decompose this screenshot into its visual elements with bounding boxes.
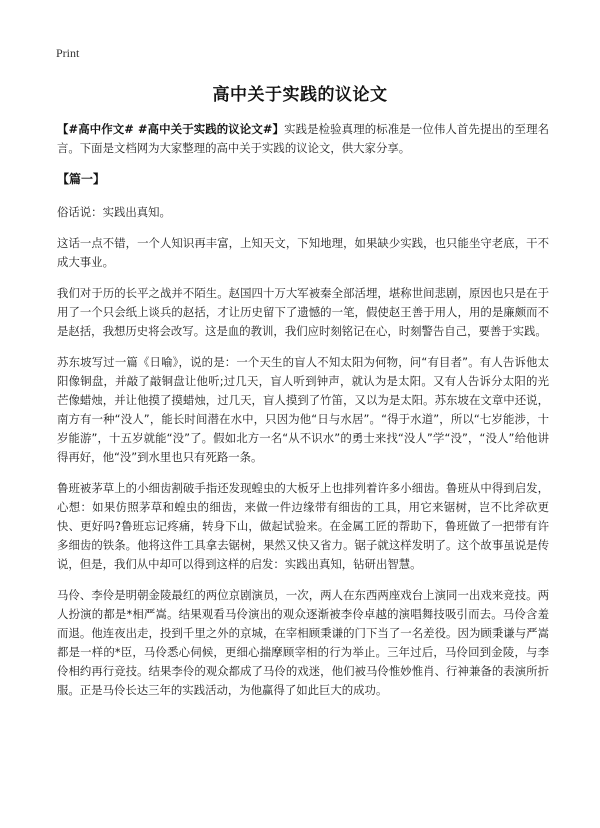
category-tags: 【#高中作文# #高中关于实践的议论文#】 xyxy=(57,122,285,136)
print-label[interactable]: Print xyxy=(56,46,80,60)
intro-text: 实践是检验真理的标准是一位伟人首先提出的至理名言。下面是文档网为大家整理的高中关于实践的议论文，供大家分享。 xyxy=(57,122,549,155)
intro-paragraph xyxy=(57,120,549,158)
paragraph-2: 这话一点不错，一个人知识再丰富，上知天文，下知地理，如果缺少实践，也只能坐守老底，干不成大事业。 xyxy=(57,236,549,269)
paragraph-5: 鲁班被茅草上的小细齿割破手指还发现蝗虫的大板牙上也排列着许多小细齿。鲁班从中得到启发，心想：如果仿照茅草和蝗虫的细齿，来做一件边缘带有细齿的工具，用它来锯树，岂不比斧砍更快、更好吗?鲁班忘记疼痛，转身下山，做起试验来。在金属工匠的帮助下，鲁班做了一把带有许多细齿的铁条。他将这件工具拿去锯树，果然又快又省力。锯子就这样发明了。这个故事虽说是传说，但是，我们从中却可以得到这样的启发：实践出真知，钻研出智慧。 xyxy=(57,481,549,571)
paragraph-1: 俗话说：实践出真知。 xyxy=(57,205,171,219)
paragraph-4: 苏东坡写过一篇《日喻》，说的是：一个天生的盲人不知太阳为何物，问“有目者”。有人告诉他太阳像铜盘，并敲了敲铜盘让他听;过几天，盲人听到钟声，就认为是太阳。又有人告诉分太阳的光芒像蜡烛，并让他摸了摸蜡烛，过几天，盲人摸到了竹笛，又以为是太阳。苏东坡在文章中还说，南方有一种“没人”，能长时间潜在水中，只因为他“日与水居”。“得于水道”，所以“七岁能涉，十岁能游”，十五岁就能“没”了。假如北方一名“从不识水”的勇士来找“没人”学“没”，“没人”给他讲得再好，他“没”到水里也只有死路一条。 xyxy=(57,355,549,464)
paragraph-6: 马伶、李伶是明朝金陵最红的两位京剧演员，一次，两人在东西两座戏台上演同一出戏来竞技。两人扮演的都是*相严嵩。结果观看马伶演出的观众逐渐被李伶卓越的演唱舞技吸引而去。马伶含羞而退。他连夜出走，投到千里之外的京城，在宰相顾秉谦的门下当了一名差役。因为顾秉谦与严嵩都是一样的*臣，马伶悉心伺候，更细心揣摩顾宰相的行为举止。三年过后，马伶回到金陵，与李伶相约再行竞技。结果李伶的观众都成了马伶的戏迷，他们被马伶惟妙惟肖、行神兼备的表演所折服。正是马伶长达三年的实践活动，为他赢得了如此巨大的成功。 xyxy=(57,588,549,697)
paragraph-3: 我们对于历的长平之战并不陌生。赵国四十万大军被秦全部活埋，堪称世间悲剧，原因也只是在于用了一个只会纸上谈兵的赵括，才让历史留下了遗憾的一笔，假使赵王善于用人，用的是廉颇而不是赵括，我想历史将会改写。这是血的教训，我们应时刻铭记在心，时刻警告自己，要善于实践。 xyxy=(57,286,549,338)
section-heading: 【篇一】 xyxy=(57,172,106,186)
page-title: 高中关于实践的议论文 xyxy=(212,85,388,105)
article-body xyxy=(57,120,549,712)
